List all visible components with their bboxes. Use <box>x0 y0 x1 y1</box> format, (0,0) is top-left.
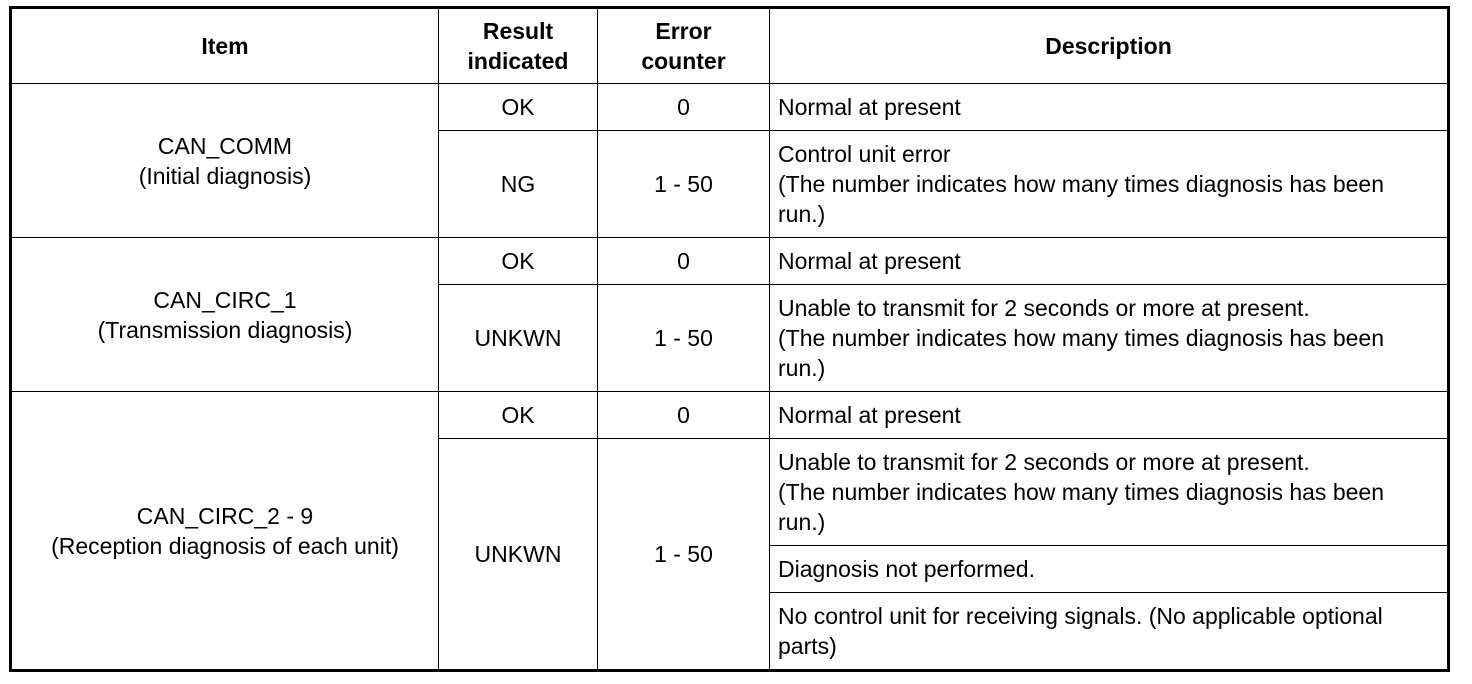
result-cell: UNKWN <box>439 439 598 671</box>
header-result-indicated: Result indicated <box>439 8 598 84</box>
result-cell: OK <box>439 392 598 439</box>
table-row <box>11 84 1449 131</box>
table-row <box>11 392 1449 439</box>
item-cell-can-circ-1: CAN_CIRC_1 (Transmission diagnosis) <box>11 238 439 392</box>
description-cell: Unable to transmit for 2 seconds or more at present. (The number indicates how many times diagnosis has been run.) <box>770 285 1449 392</box>
result-cell: OK <box>439 238 598 285</box>
description-cell: Normal at present <box>770 84 1449 131</box>
item-cell-can-circ-2-9: CAN_CIRC_2 - 9 (Reception diagnosis of each unit) <box>11 392 439 671</box>
header-description: Description <box>770 8 1449 84</box>
item-cell-can-comm: CAN_COMM (Initial diagnosis) <box>11 84 439 238</box>
description-cell: Normal at present <box>770 238 1449 285</box>
header-row <box>11 8 1449 84</box>
result-cell: OK <box>439 84 598 131</box>
diagnosis-table <box>9 6 1450 672</box>
description-cell: Control unit error (The number indicates how many times diagnosis has been run.) <box>770 131 1449 238</box>
counter-cell: 1 - 50 <box>598 285 770 392</box>
description-cell: Unable to transmit for 2 seconds or more at present. (The number indicates how many times diagnosis has been run.) <box>770 439 1449 546</box>
counter-cell: 0 <box>598 392 770 439</box>
header-item: Item <box>11 8 439 84</box>
result-cell: NG <box>439 131 598 238</box>
table-row <box>11 238 1449 285</box>
counter-cell: 0 <box>598 238 770 285</box>
description-cell: No control unit for receiving signals. (No applicable optional parts) <box>770 593 1449 671</box>
counter-cell: 0 <box>598 84 770 131</box>
header-error-counter: Error counter <box>598 8 770 84</box>
result-cell: UNKWN <box>439 285 598 392</box>
counter-cell: 1 - 50 <box>598 131 770 238</box>
counter-cell: 1 - 50 <box>598 439 770 671</box>
description-cell: Diagnosis not performed. <box>770 546 1449 593</box>
description-cell: Normal at present <box>770 392 1449 439</box>
